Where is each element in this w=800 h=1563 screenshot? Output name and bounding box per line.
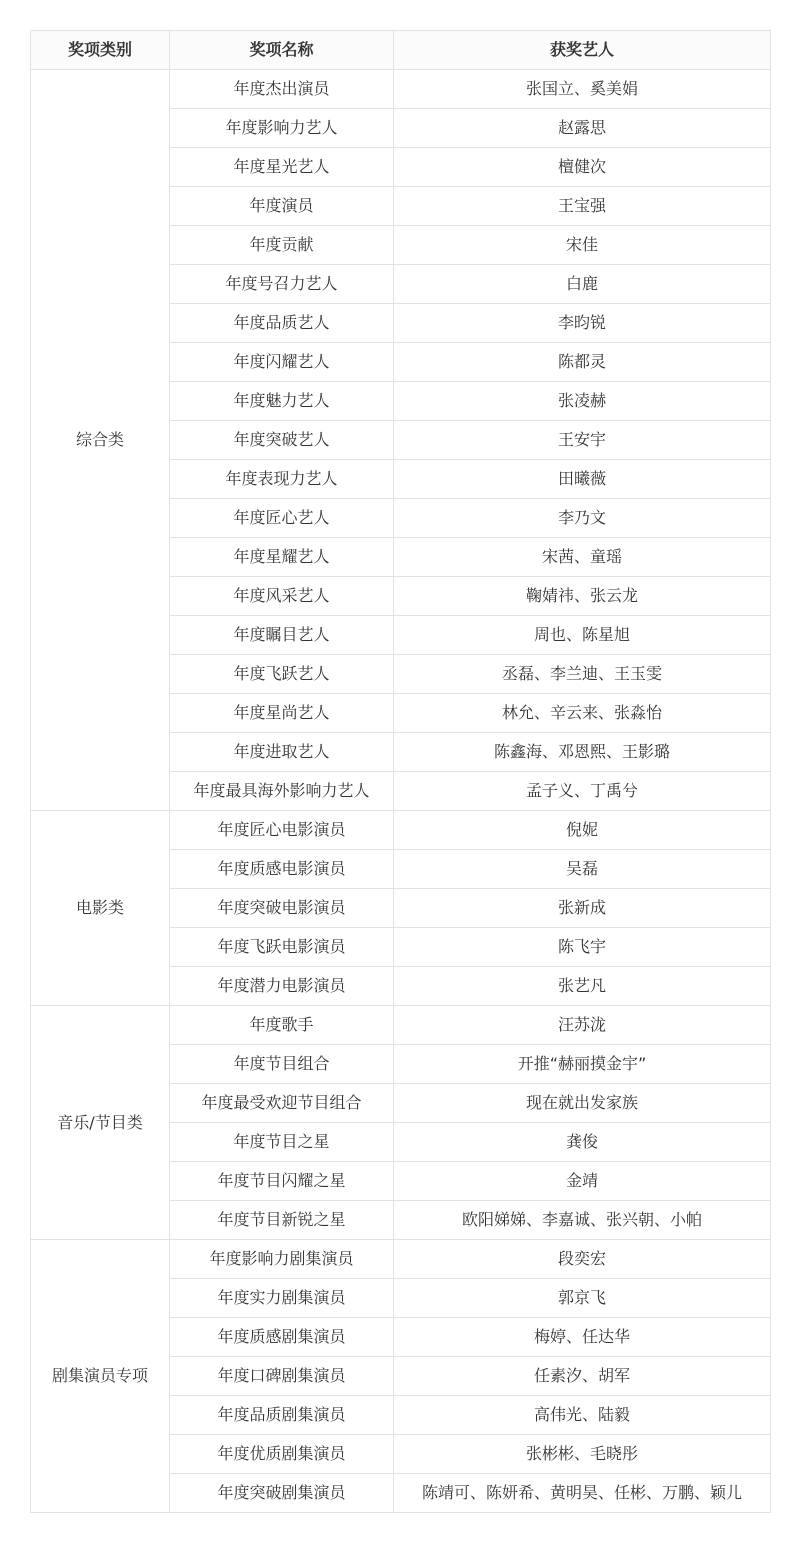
award-name-cell: 年度口碑剧集演员 (170, 1357, 394, 1396)
winners-cell: 开推“赫丽摸金宇” (394, 1045, 771, 1084)
winners-cell: 林允、辛云来、张淼怡 (394, 694, 771, 733)
winners-cell: 王宝强 (394, 187, 771, 226)
winners-cell: 现在就出发家族 (394, 1084, 771, 1123)
winners-cell: 陈鑫海、邓恩熙、王影璐 (394, 733, 771, 772)
winners-cell: 李昀锐 (394, 304, 771, 343)
winners-cell: 檀健次 (394, 148, 771, 187)
award-name-cell: 年度表现力艺人 (170, 460, 394, 499)
winners-cell: 高伟光、陆毅 (394, 1396, 771, 1435)
winners-cell: 鞠婧祎、张云龙 (394, 577, 771, 616)
award-name-cell: 年度风采艺人 (170, 577, 394, 616)
award-name-cell: 年度影响力剧集演员 (170, 1240, 394, 1279)
award-name-cell: 年度优质剧集演员 (170, 1435, 394, 1474)
winners-cell: 郭京飞 (394, 1279, 771, 1318)
winners-cell: 宋佳 (394, 226, 771, 265)
award-name-cell: 年度节目组合 (170, 1045, 394, 1084)
award-name-cell: 年度匠心艺人 (170, 499, 394, 538)
winners-cell: 陈飞宇 (394, 928, 771, 967)
award-name-cell: 年度突破艺人 (170, 421, 394, 460)
award-name-cell: 年度瞩目艺人 (170, 616, 394, 655)
table-header (31, 31, 771, 70)
table-row (31, 1006, 771, 1045)
winners-cell: 龚俊 (394, 1123, 771, 1162)
header-winners: 获奖艺人 (394, 31, 771, 70)
award-name-cell: 年度最受欢迎节目组合 (170, 1084, 394, 1123)
award-name-cell: 年度进取艺人 (170, 733, 394, 772)
table-row (31, 70, 771, 109)
winners-cell: 王安宇 (394, 421, 771, 460)
winners-cell: 周也、陈星旭 (394, 616, 771, 655)
table-row (31, 811, 771, 850)
award-name-cell: 年度号召力艺人 (170, 265, 394, 304)
award-name-cell: 年度演员 (170, 187, 394, 226)
award-name-cell: 年度潜力电影演员 (170, 967, 394, 1006)
winners-cell: 李乃文 (394, 499, 771, 538)
award-name-cell: 年度闪耀艺人 (170, 343, 394, 382)
award-name-cell: 年度杰出演员 (170, 70, 394, 109)
winners-cell: 张新成 (394, 889, 771, 928)
winners-cell: 丞磊、李兰迪、王玉雯 (394, 655, 771, 694)
category-cell: 综合类 (31, 70, 170, 811)
winners-cell: 张艺凡 (394, 967, 771, 1006)
winners-cell: 张凌赫 (394, 382, 771, 421)
header-row (31, 31, 771, 70)
award-name-cell: 年度星耀艺人 (170, 538, 394, 577)
winners-cell: 任素汐、胡军 (394, 1357, 771, 1396)
award-name-cell: 年度突破电影演员 (170, 889, 394, 928)
winners-cell: 段奕宏 (394, 1240, 771, 1279)
winners-cell: 张国立、奚美娟 (394, 70, 771, 109)
awards-table (30, 30, 771, 1513)
winners-cell: 田曦薇 (394, 460, 771, 499)
award-name-cell: 年度实力剧集演员 (170, 1279, 394, 1318)
award-name-cell: 年度节目新锐之星 (170, 1201, 394, 1240)
header-award-name: 奖项名称 (170, 31, 394, 70)
winners-cell: 陈都灵 (394, 343, 771, 382)
award-name-cell: 年度质感电影演员 (170, 850, 394, 889)
award-name-cell: 年度质感剧集演员 (170, 1318, 394, 1357)
category-cell: 电影类 (31, 811, 170, 1006)
winners-cell: 白鹿 (394, 265, 771, 304)
winners-cell: 倪妮 (394, 811, 771, 850)
award-name-cell: 年度匠心电影演员 (170, 811, 394, 850)
award-name-cell: 年度飞跃艺人 (170, 655, 394, 694)
award-name-cell: 年度贡献 (170, 226, 394, 265)
award-name-cell: 年度魅力艺人 (170, 382, 394, 421)
table-row (31, 1240, 771, 1279)
winners-cell: 陈靖可、陈妍希、黄明昊、任彬、万鹏、颖儿 (394, 1474, 771, 1513)
winners-cell: 欧阳娣娣、李嘉诚、张兴朝、小帕 (394, 1201, 771, 1240)
award-name-cell: 年度突破剧集演员 (170, 1474, 394, 1513)
winners-cell: 梅婷、任达华 (394, 1318, 771, 1357)
winners-cell: 金靖 (394, 1162, 771, 1201)
category-cell: 剧集演员专项 (31, 1240, 170, 1513)
category-cell: 音乐/节目类 (31, 1006, 170, 1240)
table-body (31, 70, 771, 1513)
winners-cell: 宋茜、童瑶 (394, 538, 771, 577)
header-category: 奖项类别 (31, 31, 170, 70)
award-name-cell: 年度最具海外影响力艺人 (170, 772, 394, 811)
award-name-cell: 年度品质艺人 (170, 304, 394, 343)
winners-cell: 汪苏泷 (394, 1006, 771, 1045)
award-name-cell: 年度节目闪耀之星 (170, 1162, 394, 1201)
award-name-cell: 年度歌手 (170, 1006, 394, 1045)
award-name-cell: 年度影响力艺人 (170, 109, 394, 148)
winners-cell: 张彬彬、毛晓彤 (394, 1435, 771, 1474)
award-name-cell: 年度星光艺人 (170, 148, 394, 187)
winners-cell: 吴磊 (394, 850, 771, 889)
award-name-cell: 年度星尚艺人 (170, 694, 394, 733)
award-name-cell: 年度品质剧集演员 (170, 1396, 394, 1435)
award-name-cell: 年度飞跃电影演员 (170, 928, 394, 967)
winners-cell: 赵露思 (394, 109, 771, 148)
awards-table-container (30, 30, 770, 1513)
award-name-cell: 年度节目之星 (170, 1123, 394, 1162)
winners-cell: 孟子义、丁禹兮 (394, 772, 771, 811)
